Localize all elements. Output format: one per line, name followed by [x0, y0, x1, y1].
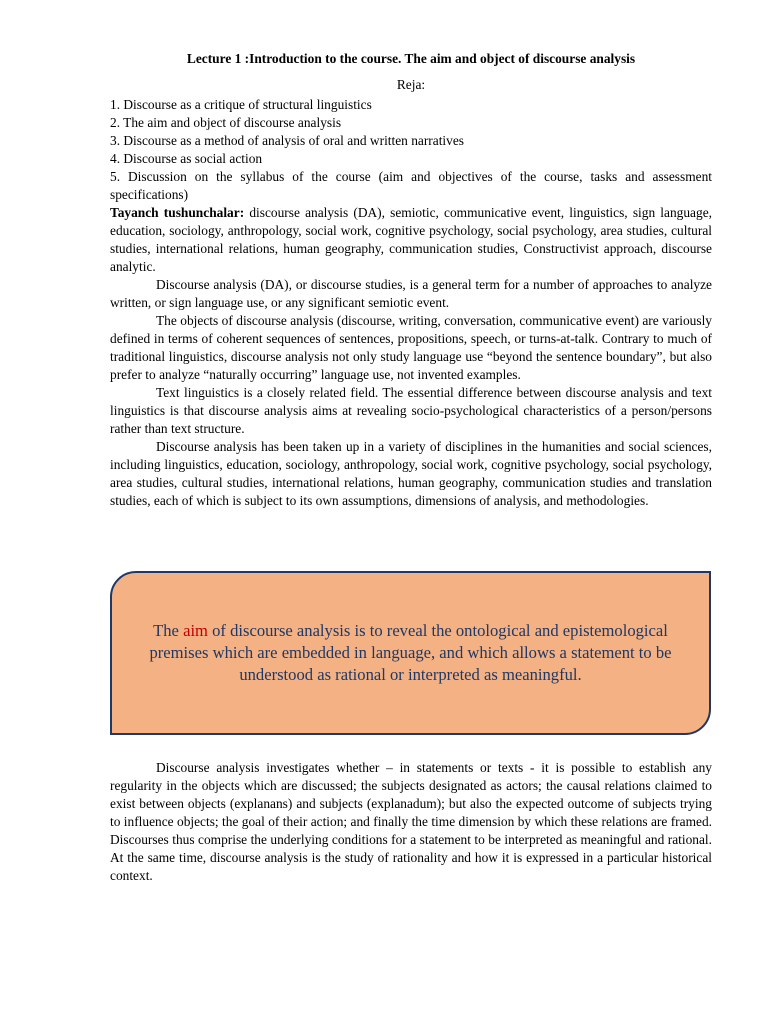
plan-heading: Reja: [396, 77, 426, 92]
aim-callout-box [110, 571, 715, 739]
plan-item: 5. Discussion on the syllabus of the course (aim and objectives of the course, tasks and assessment specifications) [110, 169, 712, 202]
plan-list [110, 96, 712, 204]
aim-callout-text [126, 620, 695, 686]
key-terms-label: Tayanch tushunchalar: [110, 205, 245, 220]
key-terms [110, 204, 712, 276]
plan-item: 1. Discourse as a critique of structural linguistics [110, 97, 372, 112]
callout-text-after: of discourse analysis is to reveal the ontological and epistemological premises which are embedded in language, and which allows a statement to be understood as rational or interpreted as meaningful. [149, 621, 672, 684]
key-terms-text: discourse analysis (DA), semiotic, communicative event, linguistics, sign language, education, sociology, anthropology, social work, cognitive psychology, social psychology, area studies, cultural studies, international relations, human geography, communication studies, Constructivist approach, discourse analytic. [110, 205, 712, 274]
paragraph: The objects of discourse analysis (discourse, writing, conversation, communicative event) are variously defined in terms of coherent sequences of sentences, propositions, speech, or turns-at-talk. Contrary to much of traditional linguistics, discourse analysis not only study language use “beyond the sentence boundary”, but also prefer to analyze “naturally occurring” language use, not invented examples. [110, 313, 712, 382]
plan-item: 2. The aim and object of discourse analysis [110, 115, 342, 130]
plan-item: 3. Discourse as a method of analysis of oral and written narratives [110, 133, 465, 148]
aim-callout [110, 571, 711, 735]
callout-highlight: aim [183, 621, 208, 640]
paragraph: Discourse analysis (DA), or discourse studies, is a general term for a number of approaches to analyze written, or sign language use, or any significant semiotic event. [110, 277, 712, 310]
lecture-title: Lecture 1 :Introduction to the course. The aim and object of discourse analysis [186, 51, 636, 66]
document-body [110, 50, 712, 510]
paragraph: Text linguistics is a closely related field. The essential difference between discourse analysis and text linguistics is that discourse analysis aims at revealing socio-psychological characteristics of a person/persons rather than text structure. [110, 385, 712, 436]
closing-paragraph: Discourse analysis investigates whether – in statements or texts - it is possible to establish any regularity in the objects which are discussed; the subjects designated as actors; the causal relations claimed to exist between objects (explanans) and subjects (explanadum); but also the expected outcome of subjects trying to influence objects; the goal of their action; and finally the time dimension by which these relations are framed. Discourses thus comprise the underlying conditions for a statement to be interpreted as meaningful and rational. At the same time, discourse analysis is the study of rationality and how it is expressed in a particular historical context. [110, 760, 712, 883]
closing-section [110, 759, 712, 885]
callout-text-before: The [153, 621, 184, 640]
paragraph: Discourse analysis has been taken up in a variety of disciplines in the humanities and social sciences, including linguistics, education, sociology, anthropology, social work, cognitive psychology, social psychology, area studies, cultural studies, international relations, human geography, communication studies and translation studies, each of which is subject to its own assumptions, dimensions of analysis, and methodologies. [110, 439, 712, 508]
plan-item: 4. Discourse as social action [110, 151, 263, 166]
